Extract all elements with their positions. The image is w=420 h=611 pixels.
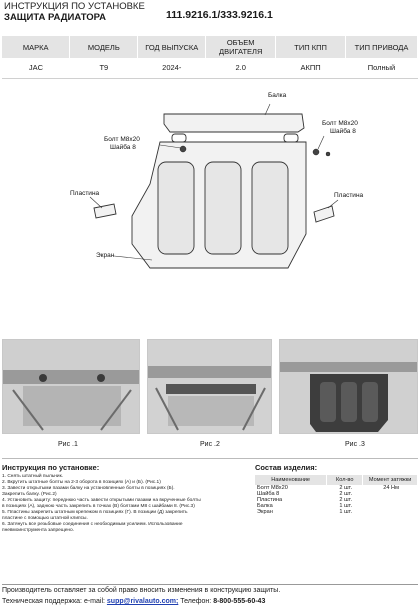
fig1-underbody-image <box>3 340 140 434</box>
support-phone: 8-800-555-60-43 <box>213 598 266 605</box>
washer-right <box>326 152 330 156</box>
spec-year: 2024- <box>138 58 206 78</box>
kit-table <box>255 475 418 515</box>
spec-header-model: МОДЕЛЬ <box>70 36 138 58</box>
installation-photos <box>0 339 420 457</box>
instruction-step: пневмоинструмента запрещено. <box>2 528 75 533</box>
product-title: ЗАЩИТА РАДИАТОРА <box>4 12 107 23</box>
installation-instructions <box>2 463 240 534</box>
section-divider <box>2 458 418 459</box>
spec-model: T9 <box>70 58 138 78</box>
label-bolt-left: Болт М8x20 <box>104 136 140 143</box>
caption-fig2: Рис .2 <box>200 441 220 448</box>
label-bolt-right: Болт М8x20 <box>322 120 358 127</box>
instruction-step: 6. Затянуть все резьбовые соединения с необходимым усилием. Использование <box>2 522 183 527</box>
spec-data-row <box>2 58 418 78</box>
document-footer <box>2 585 418 607</box>
label-washer-left: Шайба 8 <box>110 144 136 151</box>
kit-item-qty: 1 шт. <box>339 503 353 509</box>
instruction-step: 1. Снять штатный пыльник. <box>2 474 64 479</box>
instruction-step: 4. Установить защиту: переднюю часть завести открытыми пазами на вкрученные болты <box>2 498 201 503</box>
spec-header-year: ГОД ВЫПУСКА <box>138 36 206 58</box>
instruction-title: ИНСТРУКЦИЯ ПО УСТАНОВКЕ <box>4 1 145 12</box>
spec-header-row <box>2 36 418 58</box>
kit-header-qty: Кол-во <box>327 475 363 485</box>
kit-item-qty: 2 шт. <box>339 491 353 497</box>
fig3-screen-image <box>280 340 418 434</box>
screen-pocket-3 <box>252 162 288 254</box>
photo-fig3 <box>279 339 418 434</box>
beam-slot-right <box>284 134 298 142</box>
kit-item-torque <box>363 509 418 515</box>
label-plate-right: Пластина <box>334 192 364 199</box>
spec-header-drive: ТИП ПРИВОДА <box>346 36 418 58</box>
kit-header-name: Наименование <box>255 475 327 485</box>
instruction-step: 3. Завести открытыми пазами балку на установленные болты в позициях (Б). <box>2 486 175 491</box>
instruction-step: 2. Вкрутить штатные болты на 2-3 оборота в позициях (А) и (Б). (Рис.1) <box>2 480 161 485</box>
label-screen: Экран <box>96 252 115 259</box>
beam-part <box>164 114 304 132</box>
fig2-beam-image <box>148 340 272 434</box>
kit-item-qty: 1 шт. <box>339 509 353 515</box>
caption-fig1: Рис .1 <box>58 441 78 448</box>
support-label: Техническая поддержка: e-mail: <box>2 598 107 605</box>
vehicle-spec-table <box>2 36 418 79</box>
kit-item-name: Балка <box>257 503 273 509</box>
left-plate-part <box>94 204 116 218</box>
spec-header-brand: МАРКА <box>2 36 70 58</box>
caption-fig3: Рис .3 <box>345 441 365 448</box>
document-header <box>4 2 416 36</box>
spec-header-gearbox: ТИП КПП <box>276 36 346 58</box>
spec-drive: Полный <box>346 58 418 78</box>
instruction-step: 5. Пластины закрепить штатным крепежом в позициях (Г). В позиции (Д) закрепить <box>2 510 188 515</box>
label-washer-right: Шайба 8 <box>330 128 356 135</box>
spec-brand: JAC <box>2 58 70 78</box>
phone-label: Телефон: <box>178 598 214 605</box>
product-code: 111.9216.1/333.9216.1 <box>166 9 273 21</box>
instructions-steps <box>2 474 240 534</box>
kit-item-qty: 2 шт. <box>339 485 353 491</box>
kit-item-torque: 24 Нм <box>383 485 399 491</box>
support-email-link[interactable]: supp@rivalauto.com; <box>106 598 179 605</box>
kit-item-name: Болт М8x20 <box>257 485 288 491</box>
kit-title: Состав изделия: <box>255 463 318 472</box>
bolt-left <box>180 146 186 152</box>
right-plate-part <box>314 206 334 222</box>
screen-pocket-2 <box>205 162 241 254</box>
spec-engine: 2.0 <box>206 58 276 78</box>
instruction-step: Закрепить балку. (Рис.2) <box>2 492 57 497</box>
beam-slot-left <box>172 134 186 142</box>
photo-fig2 <box>147 339 272 434</box>
kit-header-torque: Момент затяжки <box>363 475 418 485</box>
label-beam: Балка <box>268 92 287 99</box>
label-plate-left: Пластина <box>70 190 100 197</box>
assembly-diagram <box>60 84 364 284</box>
screen-pocket-1 <box>158 162 194 254</box>
instruction-step: пластине с помощью штатной клипсы. <box>2 516 88 521</box>
photo-fig1 <box>2 339 140 434</box>
instructions-title: Инструкция по установке: <box>2 463 100 472</box>
kit-item-name: Экран <box>257 509 273 515</box>
kit-item-qty: 2 шт. <box>339 497 353 503</box>
footer-disclaimer: Производитель оставляет за собой право вносить изменения в конструкцию защиты. <box>2 587 281 594</box>
kit-contents <box>255 463 418 515</box>
bolt-right <box>313 149 319 155</box>
kit-row <box>255 509 418 515</box>
spec-header-engine: ОБЪЕМ ДВИГАТЕЛЯ <box>206 36 276 58</box>
kit-header-row <box>255 475 418 485</box>
instruction-step: в позициях (А), заднюю часть закрепить в точках (В) болтами М8 с шайбами 8. (Рис.3) <box>2 504 195 509</box>
kit-item-name: Шайба 8 <box>257 491 280 497</box>
footer-support <box>2 596 418 607</box>
spec-gearbox: АКПП <box>276 58 346 78</box>
kit-item-name: Пластина <box>257 497 283 503</box>
